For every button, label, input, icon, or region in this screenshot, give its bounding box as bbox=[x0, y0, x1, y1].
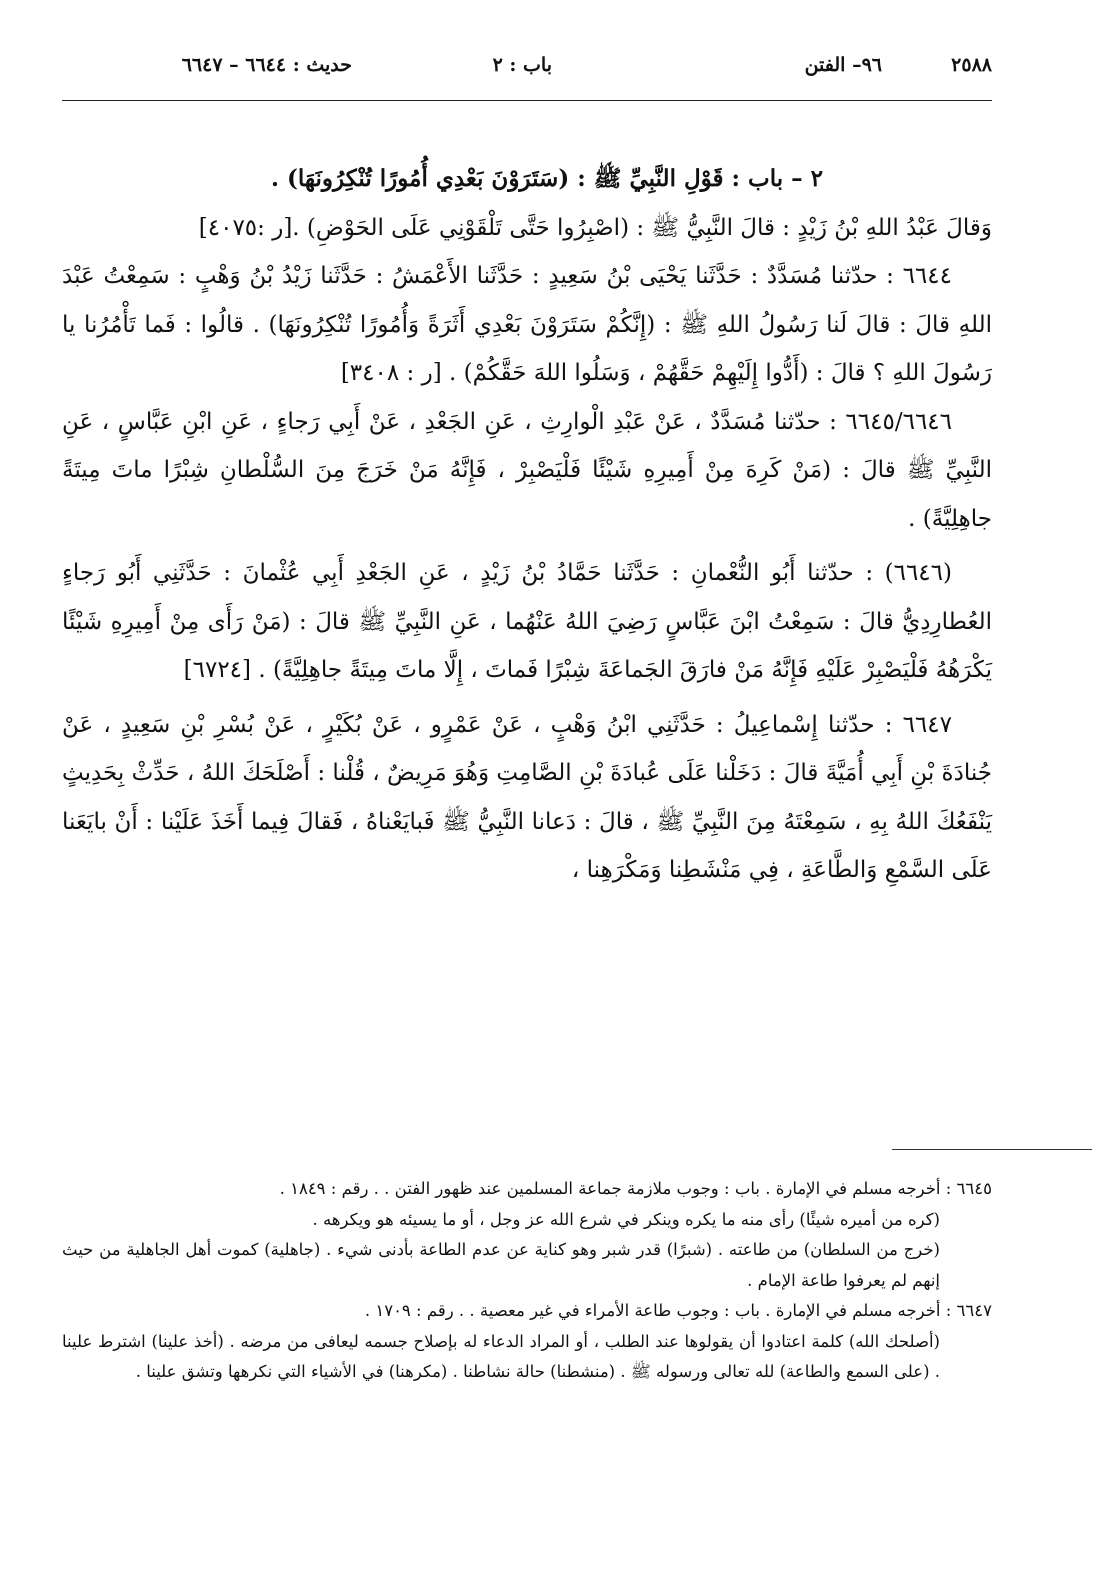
book-page bbox=[62, 40, 992, 895]
footnote-6647: ٦٦٤٧ : أخرجه مسلم في الإمارة . باب : وجوب طاعة الأمراء في غير معصية . . رقم : ١٧٠٩ . bbox=[364, 1301, 992, 1320]
hadith-6644: ٦٦٤٤ : حدّثنا مُسَدَّدٌ : حَدَّثَنا يَحْيَى بْنُ سَعِيدٍ : حَدَّثَنا الأَعْمَشُ : حَدَّثَنا زَيْدُ بْنُ وَهْبٍ : سَمِعْتُ عَبْدَ اللهِ قالَ : قالَ لَنا رَسُولُ اللهِ ﷺ : (إِنَّكُمْ سَتَرَوْنَ بَعْدِي أَثَرَةً وَأُمُورًا تُنْكِرُونَهَا) . قالُوا : فَما تَأْمُرُنا يا رَسُولَ اللهِ ؟ قالَ : (أَدُّوا إِلَيْهِمْ حَقَّهُمْ ، وَسَلُوا اللهَ حَقَّكُمْ) . [ر : ٣٤٠٨] bbox=[62, 263, 992, 386]
footnotes bbox=[62, 1174, 992, 1388]
footnote-6645: ٦٦٤٥ : أخرجه مسلم في الإمارة . باب : وجوب ملازمة جماعة المسلمين عند ظهور الفتن . . رقم : ١٨٤٩ . bbox=[279, 1179, 992, 1198]
main-text bbox=[62, 155, 992, 895]
footnote-6647-gloss: (أصلحك الله) كلمة اعتادوا أن يقولوها عند الطلب ، أو المراد الدعاء له بإصلاح جسمه ليعافى من مرضه . (أخذ علينا) اشترط علينا . (على السمع والطاعة) لله تعالى ورسوله ﷺ . (منشطنا) حالة نشاطنا . (مكرهنا) في الأشياء التي نكرهها وتشق علينا . bbox=[62, 1331, 940, 1381]
chapter-number: باب : ٢ bbox=[492, 54, 552, 76]
book-title: ٩٦– الفتن bbox=[804, 54, 882, 76]
page-number: ٢٥٨٨ bbox=[951, 54, 992, 76]
hadith-6645: ٦٦٤٥/٦٦٤٦ : حدّثنا مُسَدَّدٌ ، عَنْ عَبْدِ الْوارِثِ ، عَنِ الجَعْدِ ، عَنْ أَبِي رَجاءٍ ، عَنِ ابْنِ عَبَّاسٍ ، عَنِ النَّبِيِّ ﷺ قالَ : (مَنْ كَرِهَ مِنْ أَمِيرِهِ شَيْئًا فَلْيَصْبِرْ ، فَإِنَّهُ مَنْ خَرَجَ مِنَ السُّلْطانِ شِبْرًا ماتَ مِيتَةً جاهِلِيَّةً) . bbox=[62, 408, 992, 532]
footnote-6645-gloss-1: (كره من أميره شيئًا) رأى منه ما يكره وينكر في شرع الله عز وجل ، أو ما يسيئه هو ويكرهه . bbox=[312, 1209, 940, 1229]
paragraph-abdullah-ibn-zayd: وَقالَ عَبْدُ اللهِ بْنُ زَيْدٍ : قالَ النَّبِيُّ ﷺ : (اصْبِرُوا حَتَّى تَلْقَوْنِي عَلَى الحَوْضِ) .[ر :٤٠٧٥] bbox=[198, 214, 992, 241]
footnote-divider bbox=[892, 1149, 1092, 1150]
hadith-range: حديث : ٦٦٤٤ – ٦٦٤٧ bbox=[181, 54, 352, 76]
running-header bbox=[62, 40, 992, 94]
header-divider bbox=[62, 100, 992, 101]
hadith-6647: ٦٦٤٧ : حدّثنا إِسْماعِيلُ : حَدَّثَنِي ابْنُ وَهْبٍ ، عَنْ عَمْرٍو ، عَنْ بُكَيْرٍ ، عَنْ بُسْرِ بْنِ سَعِيدٍ ، عَنْ جُنادَةَ بْنِ أَبِي أُمَيَّةَ قالَ : دَخَلْنا عَلَى عُبادَةَ بْنِ الصَّامِتِ وَهُوَ مَرِيضٌ ، قُلْنا : أَصْلَحَكَ اللهُ ، حَدِّثْ بِحَدِيثٍ يَنْفَعُكَ اللهُ بِهِ ، سَمِعْتَهُ مِنَ النَّبِيِّ ﷺ ، قالَ : دَعانا النَّبِيُّ ﷺ فَبايَعْناهُ ، فَقالَ فِيما أَخَذَ عَلَيْنا : أَنْ بايَعَنا عَلَى السَّمْعِ وَالطَّاعَةِ ، فِي مَنْشَطِنا وَمَكْرَهِنا ، bbox=[62, 711, 992, 883]
hadith-6646: (٦٦٤٦) : حدّثنا أَبُو النُّعْمانِ : حَدَّثَنا حَمَّادُ بْنُ زَيْدٍ ، عَنِ الجَعْدِ أَبِي عُثْمانَ : حَدَّثَنِي أَبُو رَجاءٍ العُطارِدِيُّ قالَ : سَمِعْتُ ابْنَ عَبَّاسٍ رَضِيَ اللهُ عَنْهُما ، عَنِ النَّبِيِّ ﷺ قالَ : (مَنْ رَأَى مِنْ أَمِيرِهِ شَيْئًا يَكْرَهُهُ فَلْيَصْبِرْ عَلَيْهِ فَإِنَّهُ مَنْ فارَقَ الجَماعَةَ شِبْرًا فَماتَ ، إِلَّا ماتَ مِيتَةً جاهِلِيَّةً) . [٦٧٢٤] bbox=[62, 560, 993, 683]
footnote-6645-gloss-2: (خرج من السلطان) من طاعته . (شبرًا) قدر شبر وهو كناية عن عدم الطاعة بأدنى شيء . (جاهلية) كموت أهل الجاهلية من حيث إنهم لم يعرفوا طاعة الإمام . bbox=[62, 1240, 940, 1290]
chapter-heading: ٢ – باب : قَوْلِ النَّبِيِّ ﷺ : (سَتَرَوْنَ بَعْدِي أُمُورًا تُنْكِرُونَهَا) . bbox=[271, 165, 823, 192]
